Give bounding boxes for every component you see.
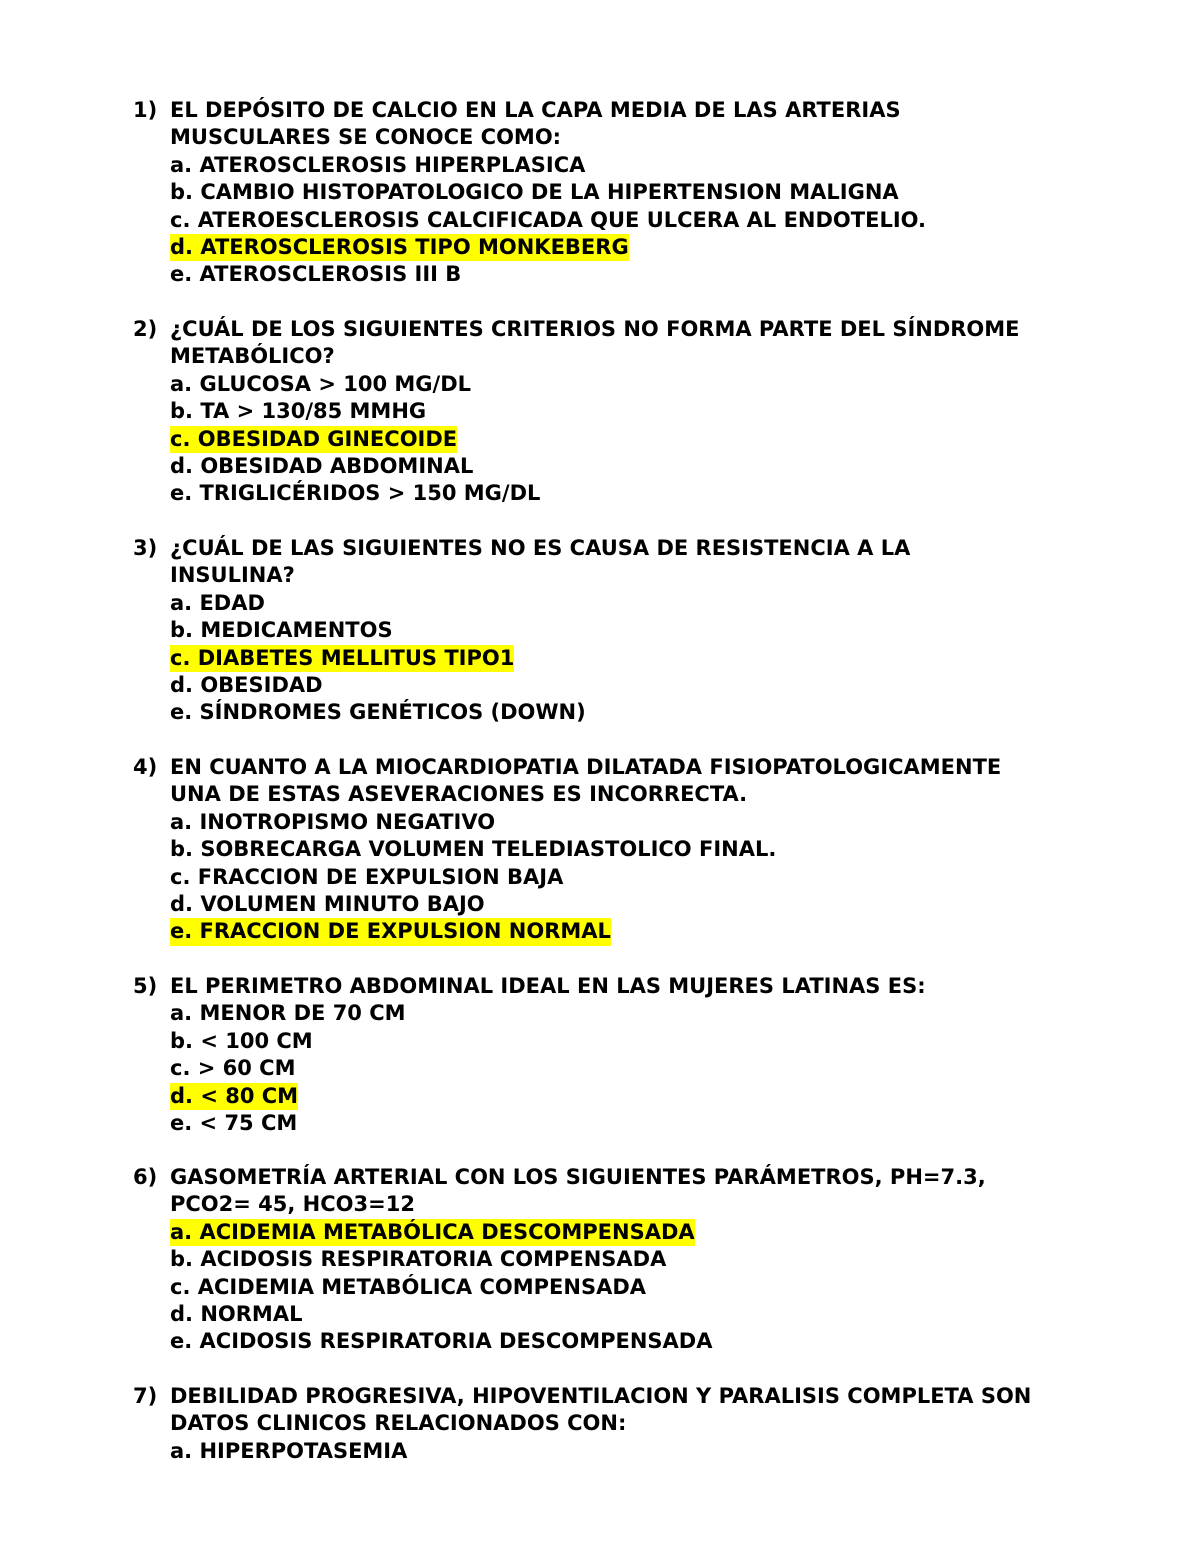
answer-option-text: e. ACIDOSIS RESPIRATORIA DESCOMPENSADA [170, 1329, 713, 1354]
answer-option-correct [133, 645, 1173, 672]
answer-option-text: a. ACIDEMIA METABÓLICA DESCOMPENSADA [170, 1219, 695, 1246]
answer-option-text: e. FRACCION DE EXPULSION NORMAL [170, 918, 611, 945]
answer-option-text: d. ATEROSCLEROSIS TIPO MONKEBERG [170, 234, 629, 261]
answer-option [133, 809, 1173, 836]
question-text: INSULINA? [170, 563, 295, 588]
question-3 [133, 535, 1173, 727]
question-text: PCO2= 45, HCO3=12 [170, 1192, 415, 1217]
question-4 [133, 754, 1173, 946]
answer-option-text: c. OBESIDAD GINECOIDE [170, 426, 457, 453]
answer-option [133, 891, 1173, 918]
answer-option-text: e. ATEROSCLEROSIS III B [170, 262, 462, 287]
answer-option-text: a. EDAD [170, 590, 265, 615]
answer-option-text: c. > 60 CM [170, 1056, 296, 1081]
answer-option [133, 1000, 1173, 1027]
answer-option [133, 590, 1173, 617]
question-number: 1) [133, 98, 158, 122]
answer-option [133, 699, 1173, 726]
answer-option [133, 1246, 1173, 1273]
answer-option [133, 1028, 1173, 1055]
answer-option-text: e. < 75 CM [170, 1110, 298, 1135]
answer-option [133, 864, 1173, 891]
answer-option-text: c. FRACCION DE EXPULSION BAJA [170, 864, 564, 889]
question-text: MUSCULARES SE CONOCE COMO: [170, 125, 562, 150]
answer-option-text: b. ACIDOSIS RESPIRATORIA COMPENSADA [170, 1247, 667, 1272]
answer-option [133, 617, 1173, 644]
answer-option-text: d. OBESIDAD [170, 672, 323, 697]
answer-option-text: b. TA > 130/85 MMHG [170, 399, 427, 424]
answer-option [133, 207, 1173, 234]
answer-option-text: b. SOBRECARGA VOLUMEN TELEDIASTOLICO FINAL. [170, 837, 777, 862]
question-2 [133, 316, 1173, 508]
answer-option-text: d. < 80 CM [170, 1083, 298, 1110]
question-text: ¿CUÁL DE LAS SIGUIENTES NO ES CAUSA DE RESISTENCIA A LA [170, 536, 911, 560]
answer-option [133, 672, 1173, 699]
answer-option-correct [133, 1219, 1173, 1246]
question-text: EL PERIMETRO ABDOMINAL IDEAL EN LAS MUJERES LATINAS ES: [170, 974, 926, 998]
question-text: METABÓLICO? [170, 344, 335, 369]
answer-option [133, 152, 1173, 179]
question-number: 7) [133, 1384, 158, 1408]
answer-option [133, 836, 1173, 863]
answer-option [133, 480, 1173, 507]
answer-option [133, 1328, 1173, 1355]
question-number: 5) [133, 974, 158, 998]
answer-option-correct [133, 918, 1173, 945]
answer-option-text: a. INOTROPISMO NEGATIVO [170, 809, 496, 834]
answer-option-text: e. TRIGLICÉRIDOS > 150 MG/DL [170, 481, 541, 506]
question-number: 3) [133, 536, 158, 560]
question-7 [133, 1383, 1173, 1465]
question-text: UNA DE ESTAS ASEVERACIONES ES INCORRECTA. [170, 782, 748, 807]
question-text: ¿CUÁL DE LOS SIGUIENTES CRITERIOS NO FORMA PARTE DEL SÍNDROME [170, 317, 1020, 341]
question-text: EL DEPÓSITO DE CALCIO EN LA CAPA MEDIA DE LAS ARTERIAS [170, 98, 901, 122]
question-number: 4) [133, 755, 158, 779]
answer-option-text: a. GLUCOSA > 100 MG/DL [170, 371, 472, 396]
answer-option-text: c. ATEROESCLEROSIS CALCIFICADA QUE ULCERA AL ENDOTELIO. [170, 207, 927, 232]
answer-option [133, 398, 1173, 425]
answer-option [133, 261, 1173, 288]
question-number: 2) [133, 317, 158, 341]
question-text: DATOS CLINICOS RELACIONADOS CON: [170, 1411, 627, 1436]
answer-option-text: b. CAMBIO HISTOPATOLOGICO DE LA HIPERTENSION MALIGNA [170, 180, 899, 205]
answer-option-text: a. ATEROSCLEROSIS HIPERPLASICA [170, 152, 586, 177]
answer-option-text: d. NORMAL [170, 1301, 303, 1326]
answer-option [133, 1274, 1173, 1301]
answer-option [133, 371, 1173, 398]
question-number: 6) [133, 1165, 158, 1189]
question-text: GASOMETRÍA ARTERIAL CON LOS SIGUIENTES PARÁMETROS, PH=7.3, [170, 1165, 986, 1189]
question-text: DEBILIDAD PROGRESIVA, HIPOVENTILACION Y PARALISIS COMPLETA SON [170, 1384, 1032, 1408]
question-1 [133, 97, 1173, 289]
answer-option [133, 1438, 1173, 1465]
answer-option-text: b. < 100 CM [170, 1028, 313, 1053]
answer-option-text: c. DIABETES MELLITUS TIPO1 [170, 645, 514, 672]
question-5 [133, 973, 1173, 1137]
answer-option-text: c. ACIDEMIA METABÓLICA COMPENSADA [170, 1274, 647, 1299]
answer-option-correct [133, 426, 1173, 453]
question-text: EN CUANTO A LA MIOCARDIOPATIA DILATADA FISIOPATOLOGICAMENTE [170, 755, 1002, 779]
answer-option [133, 179, 1173, 206]
answer-option-text: d. VOLUMEN MINUTO BAJO [170, 891, 485, 916]
answer-option [133, 1055, 1173, 1082]
answer-option-text: b. MEDICAMENTOS [170, 618, 393, 643]
answer-option-text: d. OBESIDAD ABDOMINAL [170, 453, 474, 478]
answer-option-text: a. MENOR DE 70 CM [170, 1001, 406, 1026]
answer-option-correct [133, 234, 1173, 261]
answer-option-text: a. HIPERPOTASEMIA [170, 1438, 408, 1463]
answer-option [133, 453, 1173, 480]
answer-option [133, 1301, 1173, 1328]
question-6 [133, 1164, 1173, 1356]
answer-option-text: e. SÍNDROMES GENÉTICOS (DOWN) [170, 700, 586, 725]
answer-option [133, 1110, 1173, 1137]
answer-option-correct [133, 1083, 1173, 1110]
